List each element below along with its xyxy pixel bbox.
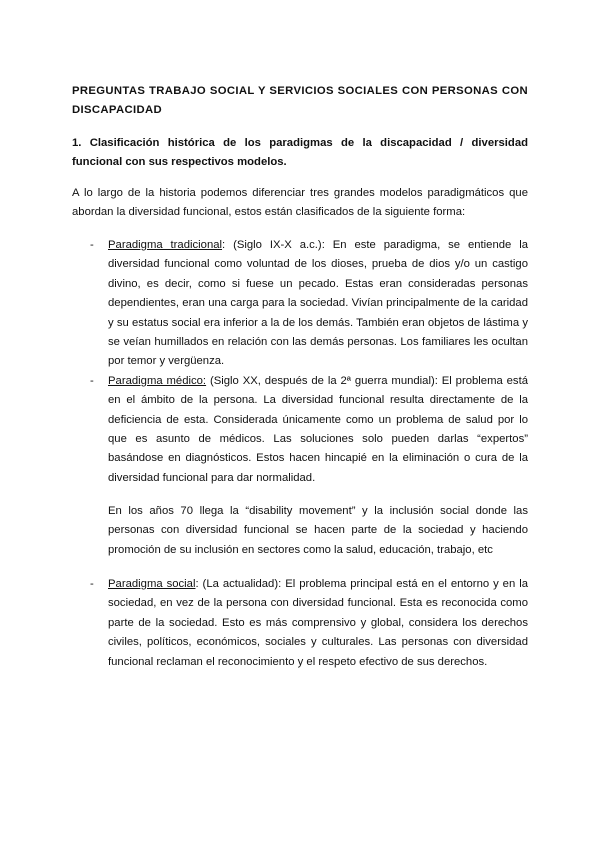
list-bullet: - bbox=[90, 239, 94, 251]
paradigm-list-upper bbox=[72, 236, 528, 488]
section-heading: 1. Clasificación histórica de los paradigmas de la discapacidad / diversidad funcional con sus respectivos modelos. bbox=[72, 137, 528, 168]
paradigm-description: : (Siglo IX-X a.c.): En este paradigma, se entiende la diversidad funcional como voluntad de los dioses, prueba de dios y/o un castigo divino, es decir, como si fuese un pecado. Estas eran consideradas personas dependientes, eran una carga para la sociedad. Vivían principalmente de la caridad y su estatus social era inferior a la de los demás. También eran objetos de lástima y se veían humillados en relación con las demás personas. Los familiares les ocultan por temor y vergüenza. bbox=[108, 239, 528, 368]
list-bullet: - bbox=[90, 578, 94, 590]
disability-movement-paragraph: En los años 70 llega la “disability movement” y la inclusión social donde las personas con diversidad funcional se hacen parte de la sociedad y haciendo promoción de su inclusión en sectores como la salud, educación, trabajo, etc bbox=[108, 505, 528, 556]
paradigm-list-lower bbox=[72, 575, 528, 672]
document-title: PREGUNTAS TRABAJO SOCIAL Y SERVICIOS SOCIALES CON PERSONAS CON DISCAPACIDAD bbox=[72, 85, 528, 116]
paradigm-social bbox=[72, 575, 528, 672]
list-bullet: - bbox=[90, 374, 94, 387]
paradigm-traditional bbox=[72, 236, 528, 372]
paradigm-medical bbox=[72, 372, 528, 488]
paradigm-term: Paradigma médico: bbox=[108, 374, 207, 387]
paradigm-description: (Siglo XX, después de la 2ª guerra mundial): El problema está en el ámbito de la persona. La diversidad funcional resulta directamente de la deficiencia de esta. Considerada únicamente como un problema de salud por lo que es asunto de médicos. Las soluciones solo pueden darlas “expertos” basándose en diagnósticos. Estos hacen hincapié en la eliminación o cura de la diversidad funcional para dar normalidad. bbox=[108, 374, 529, 484]
paradigm-description: : (La actualidad): El problema principal está en el entorno y en la sociedad, en vez de la persona con diversidad funcional. Esta es reconocida como parte de la sociedad. Esto es más comprensivo y global, considera los derechos civiles, políticos, económicos, sociales y culturales. Las personas con diversidad funcional reclaman el reconocimiento y el respeto efectivo de sus derechos. bbox=[108, 578, 528, 668]
intro-paragraph: A lo largo de la historia podemos diferenciar tres grandes modelos paradigmáticos que abordan la diversidad funcional, estos están clasificados de la siguiente forma: bbox=[72, 187, 528, 218]
paradigm-term: Paradigma tradicional bbox=[108, 239, 223, 251]
paradigm-term: Paradigma social bbox=[108, 578, 196, 590]
